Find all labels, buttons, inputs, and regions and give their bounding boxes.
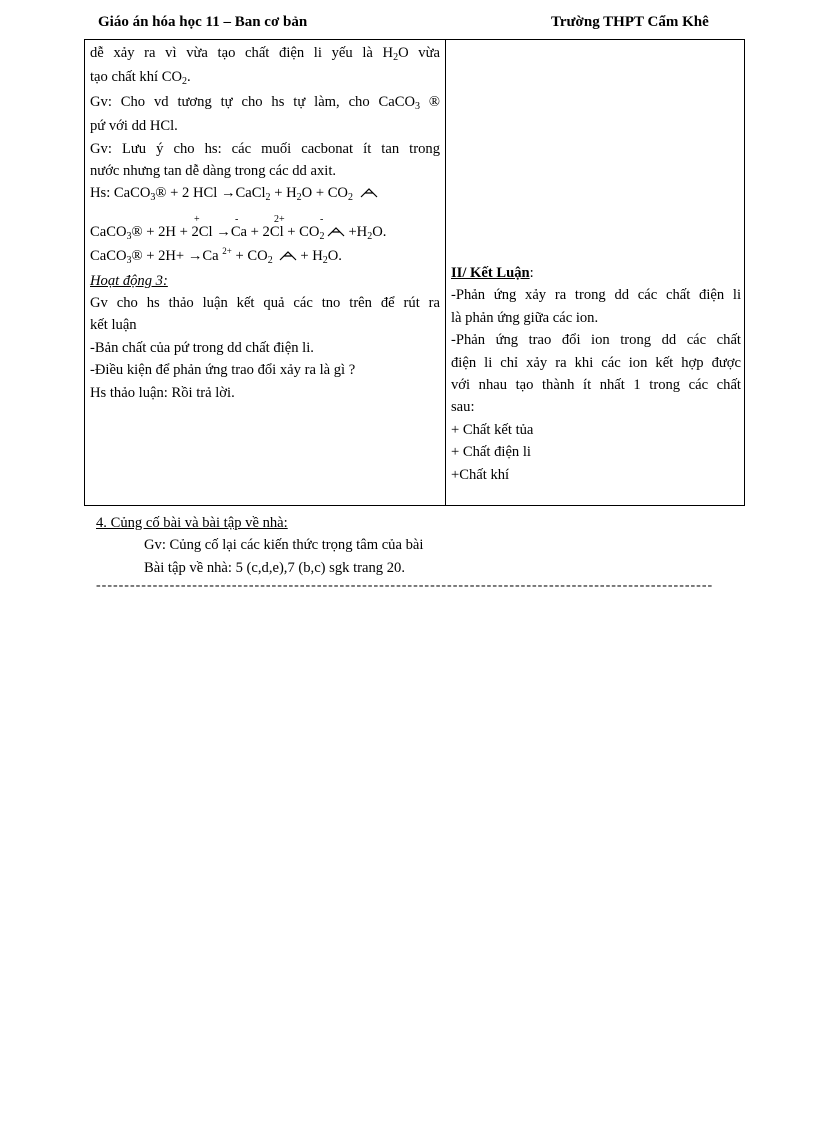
- gas-arrow-icon: [278, 250, 298, 260]
- header-right: Trường THPT Cẩm Khê: [551, 14, 709, 30]
- left-line-7: Gv cho hs thảo luận kết quả các tno trên để rút ra: [90, 295, 440, 312]
- left-line-9: -Bản chất của pứ trong dd chất điện li.: [90, 339, 314, 356]
- right-line-1: -Phản ứng xảy ra trong dd các chất điện li: [451, 287, 741, 304]
- right-column: [451, 262, 741, 486]
- lesson-table: [84, 39, 745, 506]
- arrow-icon: →: [220, 185, 236, 202]
- left-line-10: -Điều kiện để phản ứng trao đổi xảy ra là gì ?: [90, 362, 356, 379]
- homework-section: [96, 512, 423, 579]
- ion-charges-row: [90, 207, 440, 225]
- right-line-4: điện li chỉ xảy ra khi các ion kết hợp được: [451, 354, 741, 371]
- column-divider: [445, 40, 446, 505]
- equation-1: Hs: CaCO$_3$® + 2 HCl →CaCl$_2$ + $H_2O + CO_2$: [90, 182, 440, 206]
- left-column: [90, 42, 440, 404]
- homework-line: Bài tập về nhà: 5 (c,d,e),7 (b,c) sgk trang 20.: [144, 559, 405, 576]
- right-line-6: sau:: [451, 399, 475, 416]
- review-line: Gv: Củng cố lại các kiến thức trọng tâm của bài: [144, 537, 424, 554]
- ion-charge-cl: -: [235, 213, 239, 225]
- right-line-3: -Phản ứng trao đổi ion trong dd các chất: [451, 332, 741, 349]
- left-line-6: nước nhưng tan dễ dàng trong các dd axit.: [90, 163, 337, 180]
- left-line-1: dễ xảy ra vì vừa tạo chất điện li yếu là $H_2O$ vừa: [90, 45, 440, 63]
- left-line-5: Gv: Lưu ý cho hs: các muối cacbonat ít tan trong: [90, 140, 440, 157]
- ion-charge-h: +: [194, 213, 200, 225]
- ion-charge-cl-2: -: [320, 213, 324, 225]
- section-title: 4. Củng cố bài và bài tập về nhà:: [96, 515, 288, 531]
- left-line-3: Gv: Cho vd tương tự cho hs tự làm, cho CaCO$_3$ ®: [90, 93, 440, 112]
- equation-3: CaCO$_3$® + 2H+ →Ca $^{2+} + CO_2$ + $H_2O$.: [90, 246, 342, 267]
- conclusion-title: II/ Kết Luận:: [451, 265, 534, 281]
- ion-charge-ca: 2+: [274, 213, 285, 225]
- arrow-icon: →: [216, 223, 231, 240]
- equation-2: CaCO$_3$® + $2H + 2Cl \to Ca + 2Cl + CO_2$ $+H_2O$.: [90, 223, 387, 242]
- left-line-8: kết luận: [90, 317, 137, 334]
- right-line-8: + Chất điện li: [451, 444, 531, 461]
- right-line-2: là phản ứng giữa các ion.: [451, 309, 599, 326]
- left-line-11: Hs thảo luận: Rồi trả lời.: [90, 384, 235, 401]
- arrow-icon: →: [187, 248, 203, 265]
- gas-arrow-icon: [326, 226, 346, 236]
- header-left: Giáo án hóa học 11 – Ban cơ bản: [98, 14, 308, 30]
- right-line-5: với nhau tạo thành ít nhất 1 trong các chất: [451, 377, 741, 394]
- gas-arrow-icon: [359, 187, 379, 197]
- left-line-2: tạo chất khí $CO_2$.: [90, 69, 191, 88]
- right-line-9: +Chất khí: [451, 466, 510, 483]
- right-line-7: + Chất kết tủa: [451, 421, 534, 438]
- left-line-4: pứ với dd HCl.: [90, 118, 178, 135]
- activity-title: Hoạt động 3:: [90, 272, 168, 289]
- separator-line: -------------------------------------------------------------------------------------------------------------: [96, 578, 714, 593]
